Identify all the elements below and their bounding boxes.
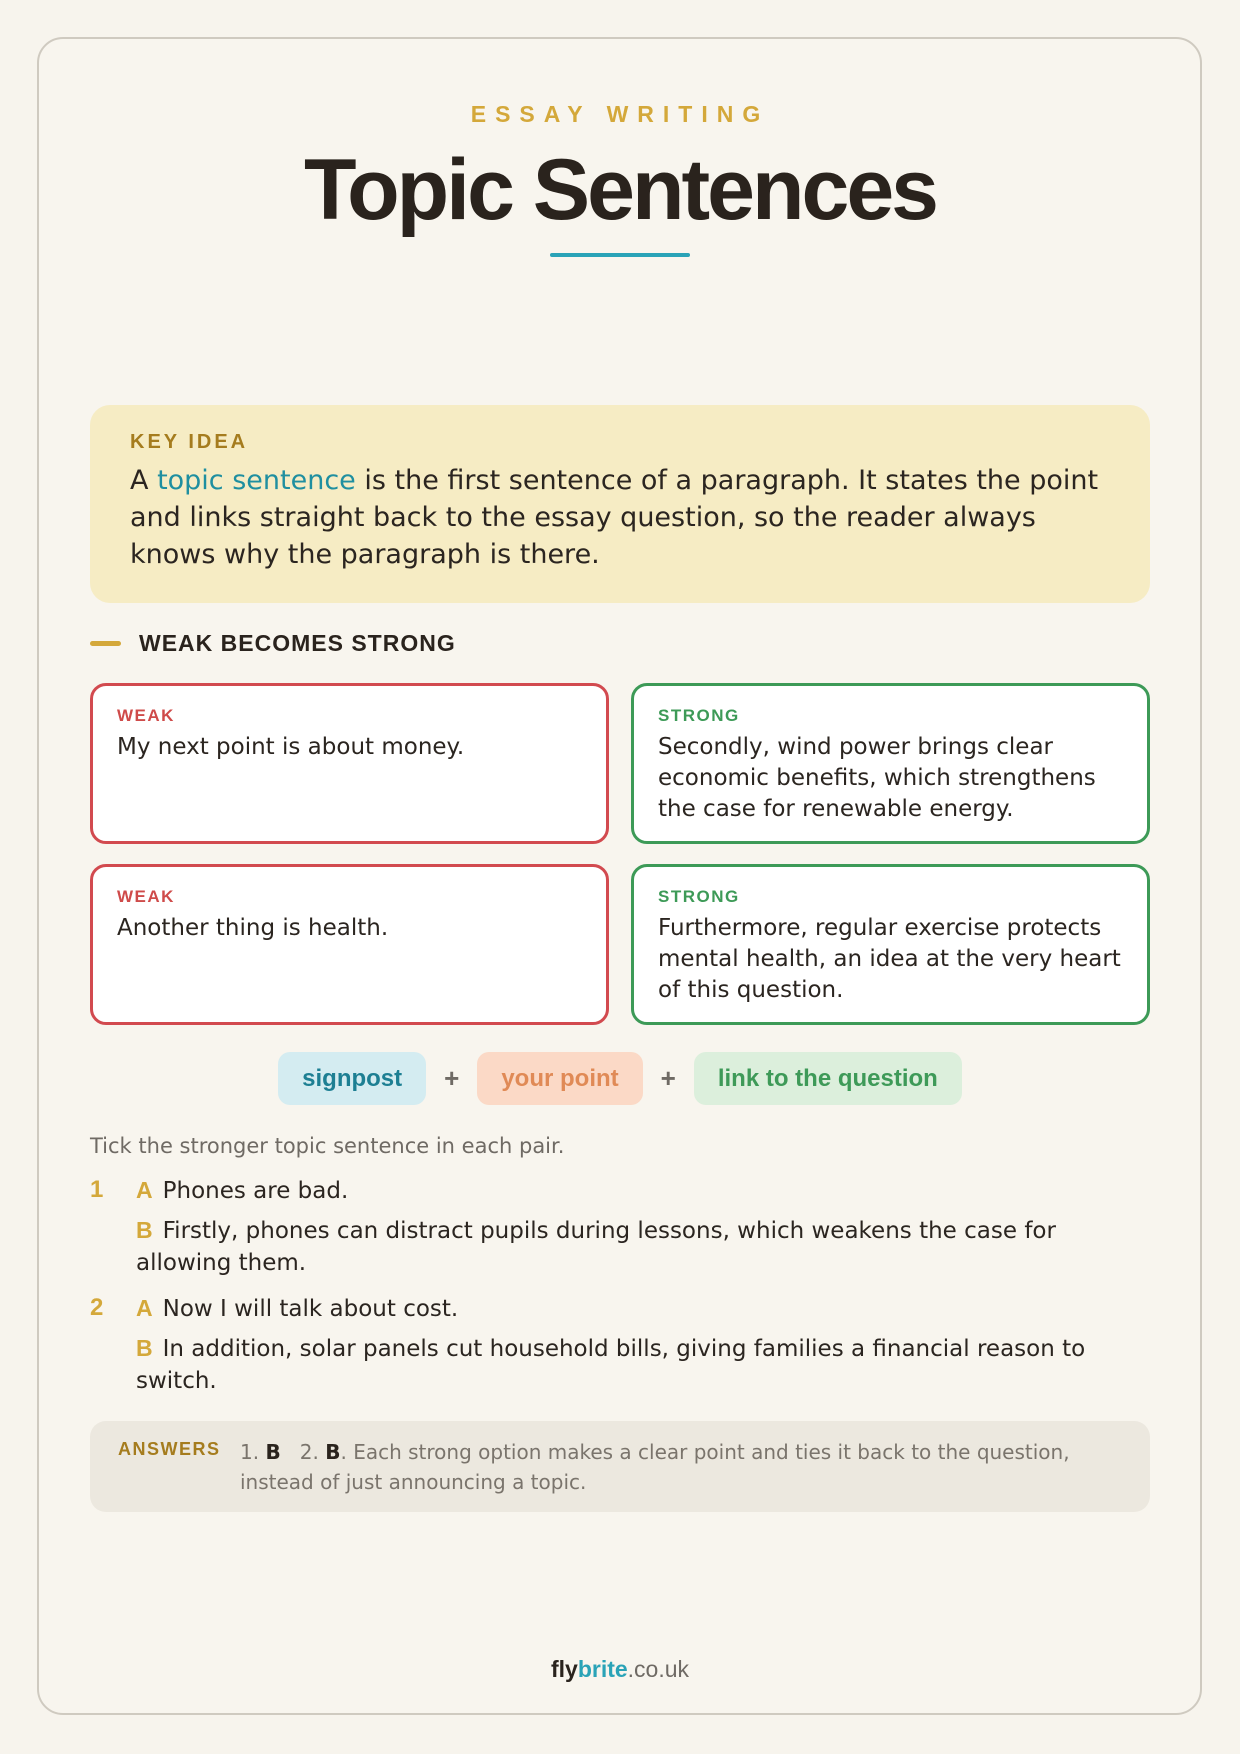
strong-sentence: Furthermore, regular exercise protects mental health, an idea at the very heart of this question.	[658, 915, 1121, 1003]
answer-1-prefix: 1.	[240, 1440, 266, 1464]
weak-card-1	[90, 683, 609, 844]
question-number: 1	[90, 1176, 104, 1203]
section-title: WEAK BECOMES STRONG	[139, 629, 456, 656]
footer-brand	[0, 1656, 1240, 1683]
key-idea-prefix: A	[130, 465, 158, 496]
option-text: In addition, solar panels cut household bills, giving families a financial reason to switch.	[136, 1336, 1086, 1394]
option-text: Phones are bad.	[162, 1178, 349, 1204]
answers-box	[90, 1421, 1150, 1512]
strong-tag: STRONG	[658, 706, 740, 725]
key-idea-text	[130, 462, 1110, 573]
title-underline	[550, 253, 690, 257]
answers-explanation: . Each strong option makes a clear point and ties it back to the question, instead of just announcing a topic.	[240, 1440, 1070, 1494]
key-idea-highlight: topic sentence	[157, 465, 356, 496]
strong-card-2	[631, 864, 1150, 1025]
option-text: Now I will talk about cost.	[162, 1296, 459, 1322]
page-title: Topic Sentences	[303, 142, 937, 238]
weak-tag: WEAK	[117, 706, 175, 725]
question-number: 2	[90, 1294, 104, 1321]
option-a[interactable]	[90, 1292, 1150, 1325]
formula-row	[0, 1052, 1240, 1105]
section-dash	[90, 641, 121, 646]
option-b[interactable]	[90, 1332, 1150, 1397]
section-heading	[90, 628, 456, 658]
plus-sign: +	[660, 1063, 676, 1093]
answers-label: ANSWERS	[118, 1439, 221, 1459]
exercise-instruction: Tick the stronger topic sentence in each pair.	[90, 1134, 565, 1158]
formula-point: your point	[477, 1052, 642, 1105]
key-idea-rest: is the first sentence of a paragraph. It states the point and links straight back to the essay question, so the reader always knows why the paragraph is there.	[130, 465, 1099, 570]
key-idea-box	[90, 405, 1150, 603]
option-a[interactable]	[90, 1174, 1150, 1207]
strong-card-1	[631, 683, 1150, 844]
option-b[interactable]	[90, 1214, 1150, 1279]
answer-2-prefix: 2.	[299, 1440, 326, 1464]
weak-sentence: My next point is about money.	[117, 734, 465, 760]
option-letter: A	[136, 1177, 153, 1203]
option-text: Firstly, phones can distract pupils during lessons, which weakens the case for allowing them.	[136, 1218, 1056, 1276]
answer-2-value: B	[325, 1440, 341, 1464]
formula-signpost: signpost	[278, 1052, 426, 1105]
eyebrow-label: ESSAY WRITING	[470, 101, 770, 127]
plus-sign: +	[444, 1063, 460, 1093]
key-idea-label: KEY IDEA	[130, 431, 249, 453]
weak-card-2	[90, 864, 609, 1025]
question-1	[90, 1174, 1150, 1279]
brand-domain: .co.uk	[627, 1656, 690, 1682]
option-letter: B	[136, 1335, 153, 1361]
strong-tag: STRONG	[658, 887, 740, 906]
answer-1-value: B	[265, 1440, 281, 1464]
brand-fly: fly	[550, 1656, 578, 1682]
brand-brite: brite	[577, 1656, 628, 1682]
option-letter: A	[136, 1295, 153, 1321]
formula-link: link to the question	[694, 1052, 962, 1105]
question-2	[90, 1292, 1150, 1397]
weak-sentence: Another thing is health.	[117, 915, 389, 941]
option-letter: B	[136, 1217, 153, 1243]
weak-tag: WEAK	[117, 887, 175, 906]
strong-sentence: Secondly, wind power brings clear economic benefits, which strengthens the case for renewable energy.	[658, 734, 1096, 822]
answers-text	[240, 1437, 1090, 1497]
